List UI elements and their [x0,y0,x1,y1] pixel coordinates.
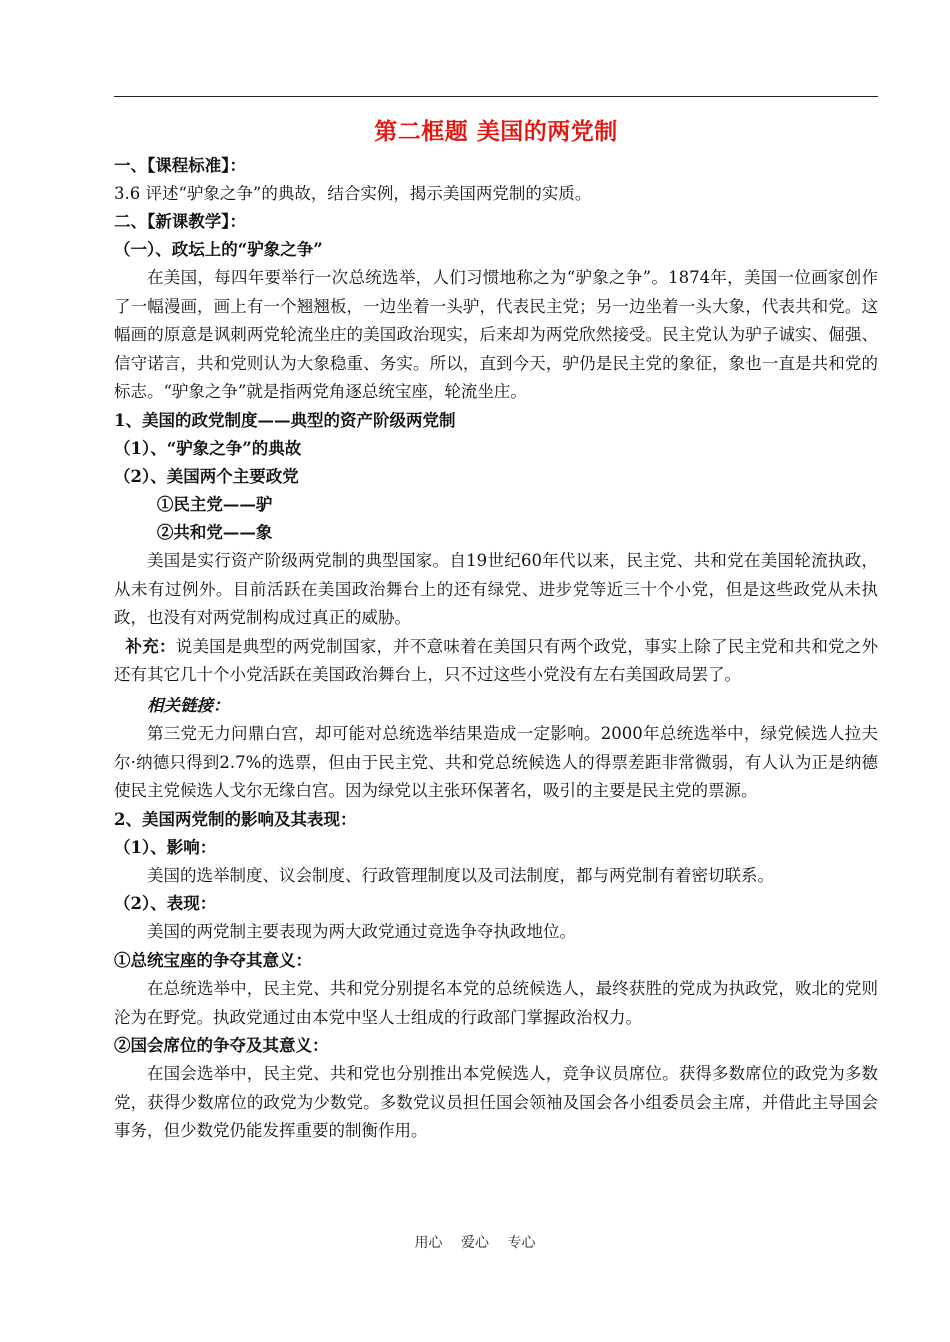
part-heading-donkey-elephant: （一）、政坛上的“驴象之争” [114,240,323,259]
point-heading-party-system: 1、美国的政党制度——典型的资产阶级两党制 [114,410,456,430]
subpoint-influence: （1）、影响： [114,837,217,857]
party-republican: ②共和党——象 [156,522,273,542]
paragraph-influence: 美国的选举制度、议会制度、行政管理制度以及司法制度，都与两党制有着密切联系。 [147,865,774,885]
paragraph-intro: 在美国，每四年要举行一次总统选举，人们习惯地称之为“驴象之争”。1874年，美国一位画家创作了一幅漫画，画上有一个翘翘板，一边坐着一头驴，代表民主党；另一边坐着一头大象，代表共和党。这幅画的原意是讽刺两党轮流坐庄的美国政治现实，后来却为两党欣然接受。民主党认为驴子诚实、倔强、信守诺言，共和党则认为大象稳重、务实。所以，直到今天，驴仍是民主党的象征，象也一直是共和党的标志。“驴象之争”就是指两党角逐总统宝座，轮流坐庄。 [114,268,878,402]
paragraph-congress: 在国会选举中，民主党、共和党也分别推出本党候选人，竞争议员席位。获得多数席位的政党为多数党，获得少数席位的政党为少数党。多数党议员担任国会领袖及国会各小组委员会主席，并借此主导国会事务，但少数党仍能发挥重要的制衡作用。 [114,1064,878,1141]
subpoint-manifestation: （2）、表现： [114,894,217,914]
paragraph-presidency: 在总统选举中，民主党、共和党分别提名本党的总统候选人，最终获胜的党成为执政党，败北的党则沦为在野党。执政党通过由本党中坚人士组成的行政部门掌握政治权力。 [114,978,878,1027]
point-heading-influence: 2、美国两党制的影响及其表现： [114,809,357,829]
header-rule [114,96,878,97]
paragraph-two-party: 美国是实行资产阶级两党制的典型国家。自19世纪60年代以来，民主党、共和党在美国轮流执政，从未有过例外。目前活跃在美国政治舞台上的还有绿党、进步党等近三十个小党，但是这些政党从未执政，也没有对两党制构成过真正的威胁。 [114,550,878,628]
section-heading-teaching: 二、【新课教学】： [114,212,246,231]
paragraph-manifestation: 美国的两党制主要表现为两大政党通过竞选争夺执政地位。 [147,922,576,942]
subpoint-two-parties: （2）、美国两个主要政党 [114,466,299,486]
paragraph-related: 第三党无力问鼎白宫，却可能对总统选举结果造成一定影响。2000年总统选举中，绿党候选人拉夫尔·纳德只得到2.7%的选票，但由于民主党、共和党总统候选人的得票差距非常微弱，有人认为正是纳德使民主党候选人戈尔无缘白宫。因为绿党以主张环保著名，吸引的主要是民主党的票源。 [114,723,878,801]
supplement-label: 补充： [125,636,176,656]
page-footer: 用心 爱心 专心 [414,1235,536,1251]
item-heading-congress: ②国会席位的争夺及其意义： [114,1036,329,1056]
item-heading-presidency: ①总统宝座的争夺其意义： [114,950,312,970]
related-link-label: 相关链接： [147,695,230,715]
paragraph-supplement [114,633,878,690]
party-democratic: ①民主党——驴 [156,494,273,514]
section-heading-standard: 一、【课程标准】： [114,156,246,175]
supplement-text: 说美国是典型的两党制国家，并不意味着在美国只有两个政党，事实上除了民主党和共和党之外还有其它几十个小党活跃在美国政治舞台上，只不过这些小党没有左右美国政局罢了。 [114,636,879,685]
standard-text: 3.6 评述“驴象之争”的典故，结合实例，揭示美国两党制的实质。 [114,184,592,203]
document-body [114,114,878,1146]
subpoint-allusion: （1）、“驴象之争”的典故 [114,438,302,458]
page-title: 第二框题 美国的两党制 [374,118,618,145]
